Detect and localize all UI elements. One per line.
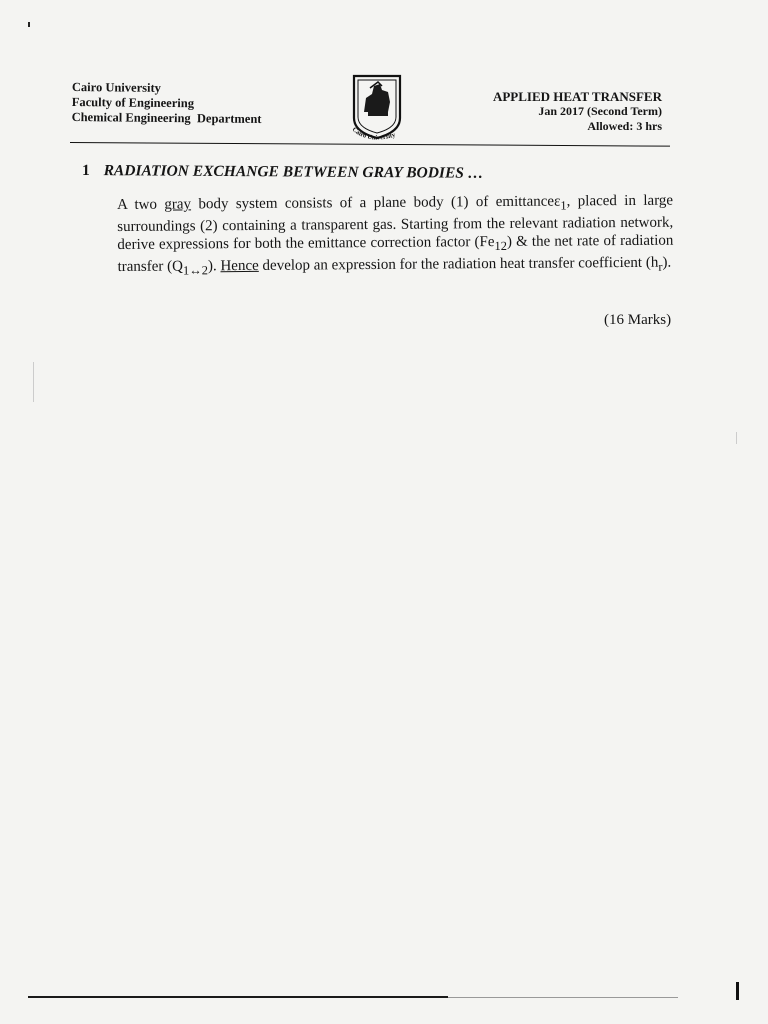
- question-number: 1: [81, 162, 90, 180]
- course-title: APPLIED HEAT TRANSFER: [492, 89, 662, 104]
- logo-text: Cairo University: [350, 126, 397, 142]
- underlined-gray: gray: [164, 196, 192, 213]
- time-allowed: Allowed: 3 hrs: [587, 119, 662, 133]
- question-body: A two gray body system consists of a plane body (1) of emittanceε$_1$, placed in large surroundings (2) containing a transparent gas. Starting from the relevant radiation network, derive expressions for both the emittance correction factor $(Fe_{12})$ & the net rate of radiation transfer $(Q_{1\leftrightarrow 2})$. Hence develop an expression for the radiation heat transfer coefficient $(h_r)$.: [117, 192, 674, 278]
- scan-speck: [33, 362, 34, 402]
- university-name: Cairo University: [71, 80, 161, 95]
- exam-term: Jan 2017 (Second Term): [538, 104, 662, 118]
- underlined-hence: Hence: [220, 257, 259, 275]
- page-bottom-edge: [28, 996, 448, 998]
- svg-text:Cairo University: [351, 126, 397, 141]
- department-name: Chemical Engineering Department: [71, 109, 262, 126]
- scan-speck: [28, 22, 30, 27]
- cairo-university-logo: [348, 72, 410, 146]
- scan-speck: [736, 432, 737, 444]
- course-block: [493, 89, 662, 134]
- page-bottom-edge-faint: [448, 997, 678, 998]
- scan-edge-mark: [736, 982, 739, 1000]
- institution-block: [72, 80, 262, 127]
- faculty-name: Faculty of Engineering: [71, 94, 195, 111]
- question-title: RADIATION EXCHANGE BETWEEN GRAY BODIES …: [103, 162, 484, 182]
- question-marks: (16 Marks): [604, 312, 672, 328]
- question-heading: [82, 162, 483, 183]
